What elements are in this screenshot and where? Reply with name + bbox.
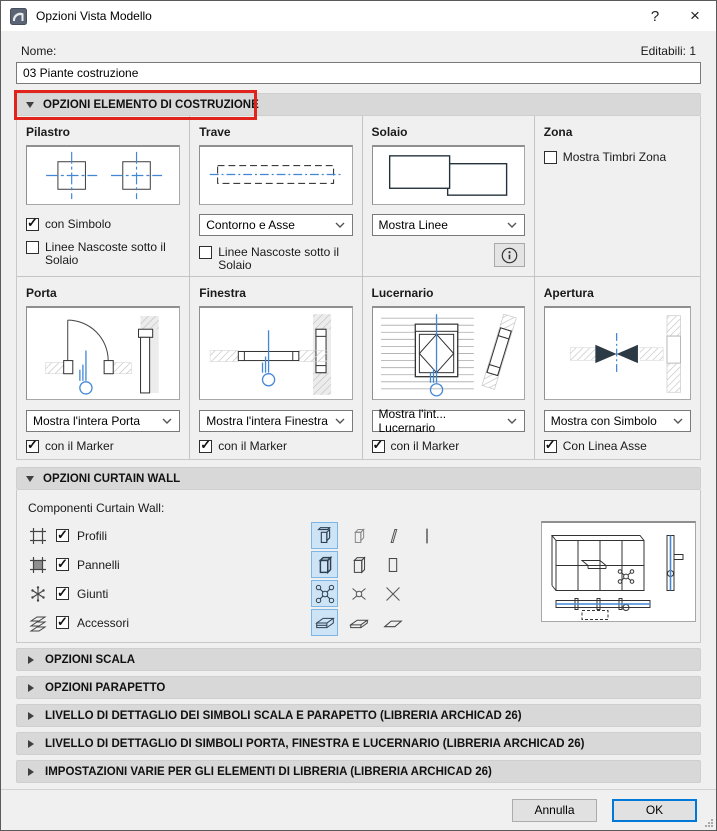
trave-title: Trave <box>199 125 231 139</box>
zona-stamp-checkbox-row[interactable] <box>544 151 691 164</box>
finestra-column <box>189 277 361 459</box>
section-title: LIVELLO DI DETTAGLIO DEI SIMBOLI SCALA E PARAPETTO (LIBRERIA ARCHICAD 26) <box>45 709 522 722</box>
chevron-down-icon <box>335 418 345 424</box>
profili-options <box>311 522 440 549</box>
giunti-option-detailed[interactable] <box>311 580 338 607</box>
finestra-title: Finestra <box>199 286 246 300</box>
pannelli-option-3d[interactable] <box>345 551 372 578</box>
giunti-option-x[interactable] <box>379 580 406 607</box>
name-row <box>21 44 696 58</box>
construction-row-2 <box>17 276 700 459</box>
select-value: Mostra l'intera Finestra <box>206 414 328 428</box>
info-button[interactable] <box>494 243 525 267</box>
section-header-dettaglio-scala-parapetto[interactable] <box>16 704 701 727</box>
checkbox[interactable] <box>56 616 69 629</box>
section-header-opzioni-scala[interactable] <box>16 648 701 671</box>
chevron-down-icon <box>162 418 172 424</box>
chevron-down-icon <box>335 222 345 228</box>
giunti-options <box>311 580 406 607</box>
pilastro-column <box>17 116 189 276</box>
lucernario-preview <box>372 306 525 400</box>
section-title: OPZIONI CURTAIN WALL <box>43 472 181 485</box>
checkbox-label: Con Linea Asse <box>562 439 647 453</box>
lucernario-column <box>362 277 534 459</box>
solaio-column <box>362 116 534 276</box>
triangle-right-icon <box>28 768 34 776</box>
checkbox[interactable] <box>56 529 69 542</box>
help-button[interactable]: ? <box>650 7 660 25</box>
zona-title: Zona <box>543 125 573 139</box>
chevron-down-icon <box>673 418 683 424</box>
lucernario-display-select[interactable] <box>372 407 525 435</box>
section-title: OPZIONI SCALA <box>45 653 136 666</box>
window-title: Opzioni Vista Modello <box>36 9 152 23</box>
trave-hidden-lines-checkbox-row[interactable] <box>199 246 352 272</box>
solaio-preview <box>372 145 525 205</box>
section-title: IMPOSTAZIONI VARIE PER GLI ELEMENTI DI LIBRERIA (LIBRERIA ARCHICAD 26) <box>45 765 492 778</box>
apertura-column <box>534 277 700 459</box>
resize-grip[interactable] <box>704 818 714 828</box>
select-value: Mostra l'int... Lucernario <box>378 407 447 435</box>
porta-title: Porta <box>26 286 57 300</box>
pannelli-icon <box>28 555 48 575</box>
triangle-right-icon <box>28 740 34 748</box>
accessori-icon <box>28 613 48 633</box>
cw-row-label: Giunti <box>77 586 109 601</box>
chevron-down-icon <box>507 418 517 424</box>
section-header-curtain-wall[interactable] <box>16 467 701 490</box>
components-label: Componenti Curtain Wall: <box>28 501 165 515</box>
pilastro-hidden-lines-checkbox-row[interactable] <box>26 241 180 267</box>
apertura-preview <box>544 306 691 400</box>
pannelli-options <box>311 551 406 578</box>
finestra-preview <box>199 306 352 400</box>
cw-row-label: Pannelli <box>77 557 120 572</box>
construction-row-1 <box>17 116 700 276</box>
select-value: Mostra Linee <box>378 218 448 232</box>
triangle-down-icon <box>26 476 34 482</box>
triangle-right-icon <box>28 712 34 720</box>
section-header-construction[interactable] <box>16 93 701 116</box>
checkbox[interactable] <box>544 151 557 164</box>
triangle-down-icon <box>26 102 34 108</box>
dialog-body <box>1 44 716 783</box>
pilastro-title: Pilastro <box>26 125 71 139</box>
checkbox[interactable] <box>372 440 385 453</box>
lucernario-marker-checkbox-row[interactable] <box>372 440 525 453</box>
accessori-option-3d[interactable] <box>345 609 372 636</box>
checkbox-label: Linee Nascoste sotto il Solaio <box>45 240 166 267</box>
porta-marker-checkbox-row[interactable] <box>26 440 180 453</box>
footer <box>1 789 716 830</box>
section-header-impostazioni-varie[interactable] <box>16 760 701 783</box>
curtain-wall-panel <box>16 490 701 643</box>
trave-column <box>189 116 361 276</box>
porta-display-select[interactable] <box>26 410 180 432</box>
section-title: OPZIONI ELEMENTO DI COSTRUZIONE <box>43 98 259 111</box>
lucernario-title: Lucernario <box>371 286 434 300</box>
checkbox-label: con il Marker <box>45 439 114 453</box>
cw-row-label: Accessori <box>77 615 130 630</box>
section-header-opzioni-parapetto[interactable] <box>16 676 701 699</box>
checkbox-label: Linee Nascoste sotto il Solaio <box>218 245 339 272</box>
solaio-info-row <box>372 243 525 267</box>
titlebar <box>1 1 716 31</box>
name-input[interactable] <box>16 62 701 84</box>
cw-row-label: Profili <box>77 528 108 543</box>
pilastro-preview <box>26 145 180 205</box>
checkbox-label: Mostra Timbri Zona <box>562 150 667 164</box>
solaio-display-select[interactable] <box>372 214 525 236</box>
close-button[interactable]: × <box>690 6 700 25</box>
pilastro-symbol-checkbox-row[interactable] <box>26 218 180 231</box>
pannelli-option-3d-detailed[interactable] <box>311 551 338 578</box>
profili-icon <box>28 526 48 546</box>
apertura-title: Apertura <box>543 286 594 300</box>
profili-option-3d[interactable] <box>345 522 372 549</box>
triangle-right-icon <box>28 656 34 664</box>
profili-option-line[interactable] <box>413 522 440 549</box>
giunti-option-simple[interactable] <box>345 580 372 607</box>
construction-panel <box>16 116 701 460</box>
trave-display-select[interactable] <box>199 214 352 236</box>
select-value: Contorno e Asse <box>206 218 295 232</box>
profili-option-3d-detailed[interactable] <box>311 522 338 549</box>
checkbox[interactable] <box>56 587 69 600</box>
finestra-display-select[interactable] <box>199 410 352 432</box>
profili-option-plane[interactable] <box>379 522 406 549</box>
checkbox[interactable] <box>199 440 212 453</box>
pannelli-option-flat[interactable] <box>379 551 406 578</box>
finestra-marker-checkbox-row[interactable] <box>199 440 352 453</box>
section-title: OPZIONI PARAPETTO <box>45 681 166 694</box>
checkbox[interactable] <box>26 440 39 453</box>
accessori-option-3d-detailed[interactable] <box>311 609 338 636</box>
checkbox-label: con il Marker <box>218 439 287 453</box>
ok-button[interactable]: OK <box>612 799 697 822</box>
curtain-wall-preview <box>541 521 696 622</box>
checkbox[interactable] <box>26 218 39 231</box>
editable-count-label: Editabili: 1 <box>640 44 696 58</box>
accessori-options <box>311 609 406 636</box>
archicad-app-icon <box>10 8 27 25</box>
porta-preview <box>26 306 180 400</box>
zona-column <box>534 116 700 276</box>
select-value: Mostra l'intera Porta <box>33 414 140 428</box>
checkbox-label: con Simbolo <box>45 217 112 231</box>
checkbox[interactable] <box>56 558 69 571</box>
porta-column <box>17 277 189 459</box>
section-header-dettaglio-porta-finestra[interactable] <box>16 732 701 755</box>
name-label: Nome: <box>21 44 57 58</box>
apertura-axis-checkbox-row[interactable] <box>544 440 691 453</box>
section-title: LIVELLO DI DETTAGLIO DI SIMBOLI PORTA, FINESTRA E LUCERNARIO (LIBRERIA ARCHICAD 26) <box>45 737 585 750</box>
chevron-down-icon <box>507 222 517 228</box>
solaio-title: Solaio <box>371 125 408 139</box>
select-value: Mostra con Simbolo <box>550 414 657 428</box>
apertura-display-select[interactable] <box>544 410 691 432</box>
checkbox[interactable] <box>199 246 212 259</box>
trave-preview <box>199 145 352 205</box>
checkbox-label: con il Marker <box>390 439 460 453</box>
giunti-icon <box>28 584 48 604</box>
cancel-button[interactable]: Annulla <box>512 799 597 822</box>
accessori-option-flat[interactable] <box>379 609 406 636</box>
info-icon <box>501 247 518 264</box>
checkbox[interactable] <box>26 241 39 254</box>
checkbox[interactable] <box>544 440 557 453</box>
triangle-right-icon <box>28 684 34 692</box>
